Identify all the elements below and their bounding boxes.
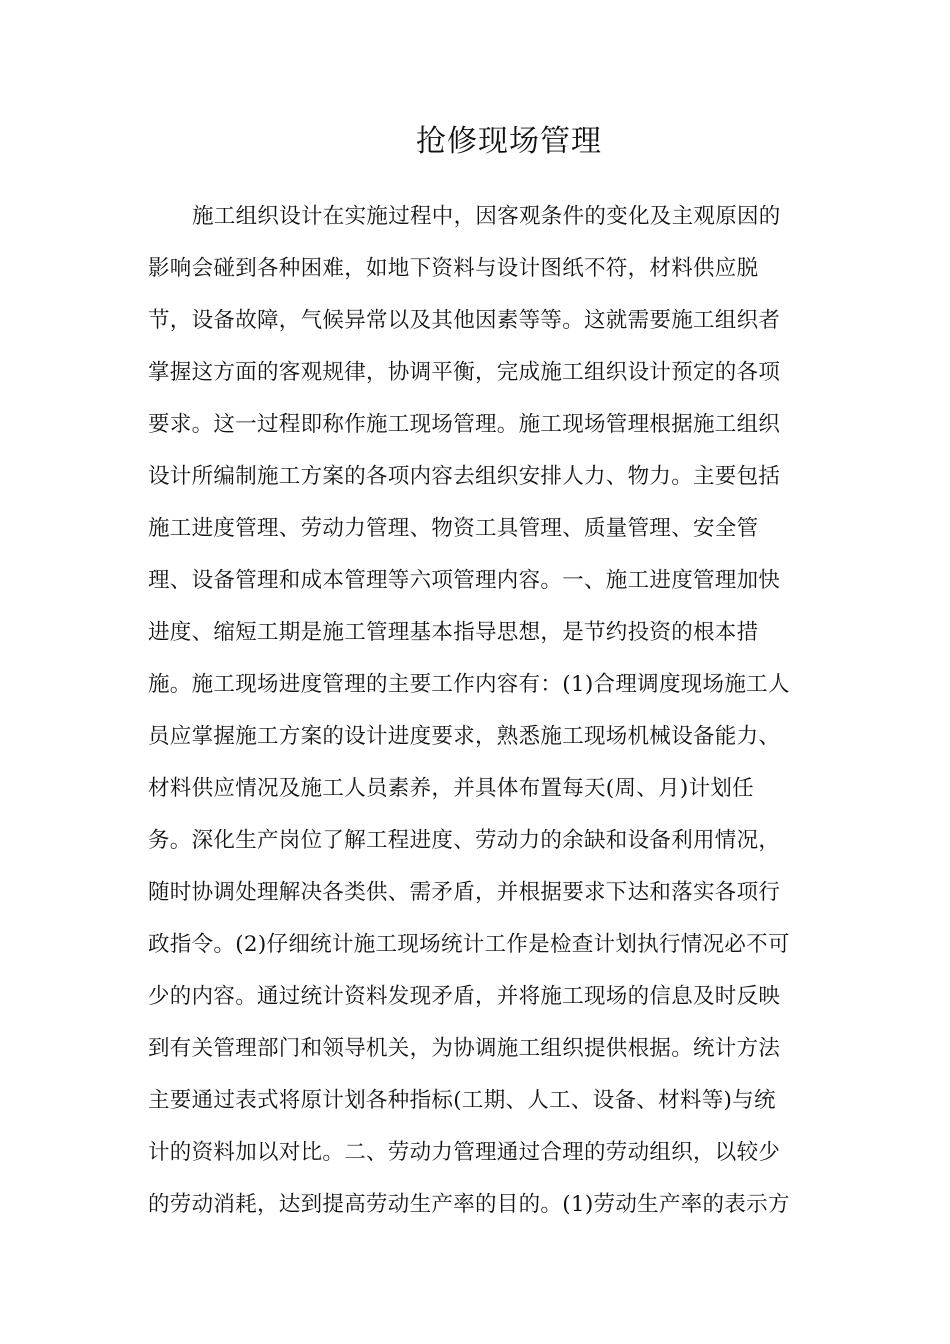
body-line: 政指令。(2)仔细统计施工现场统计工作是检查计划执行情况必不可 [148,932,790,957]
body-line: 员应掌握施工方案的设计进度要求，熟悉施工现场机械设备能力、 [148,724,781,749]
body-line: 节，设备故障，气候异常以及其他因素等等。这就需要施工组织者 [148,308,781,333]
body-line: 施。施工现场进度管理的主要工作内容有：(1)合理调度现场施工人 [148,672,790,697]
body-line: 主要通过表式将原计划各种指标(工期、人工、设备、材料等)与统 [148,1088,776,1113]
body-line: 的劳动消耗，达到提高劳动生产率的目的。(1)劳动生产率的表示方 [148,1192,790,1217]
body-line: 材料供应情况及施工人员素养，并具体布置每天(周、月)计划任 [148,776,754,801]
document-title: 抢修现场管理 [416,124,602,159]
body-line: 施工进度管理、劳动力管理、物资工具管理、质量管理、安全管 [148,516,759,541]
body-line: 理、设备管理和成本管理等六项管理内容。一、施工进度管理加快 [148,568,781,593]
body-line: 影响会碰到各种困难，如地下资料与设计图纸不符，材料供应脱 [148,256,759,281]
document-body [148,196,808,1236]
body-line: 计的资料加以对比。二、劳动力管理通过合理的劳动组织，以较少 [148,1140,781,1165]
body-line: 到有关管理部门和领导机关，为协调施工组织提供根据。统计方法 [148,1036,781,1061]
body-line: 要求。这一过程即称作施工现场管理。施工现场管理根据施工组织 [148,412,781,437]
body-line: 务。深化生产岗位了解工程进度、劳动力的余缺和设备利用情况， [148,828,781,853]
body-line: 随时协调处理解决各类供、需矛盾，并根据要求下达和落实各项行 [148,880,781,905]
body-line: 施工组织设计在实施过程中，因客观条件的变化及主观原因的 [192,204,781,229]
body-line: 设计所编制施工方案的各项内容去组织安排人力、物力。主要包括 [148,464,781,489]
body-line: 掌握这方面的客观规律，协调平衡，完成施工组织设计预定的各项 [148,360,781,385]
body-line: 进度、缩短工期是施工管理基本指导思想，是节约投资的根本措 [148,620,759,645]
body-line: 少的内容。通过统计资料发现矛盾，并将施工现场的信息及时反映 [148,984,781,1009]
